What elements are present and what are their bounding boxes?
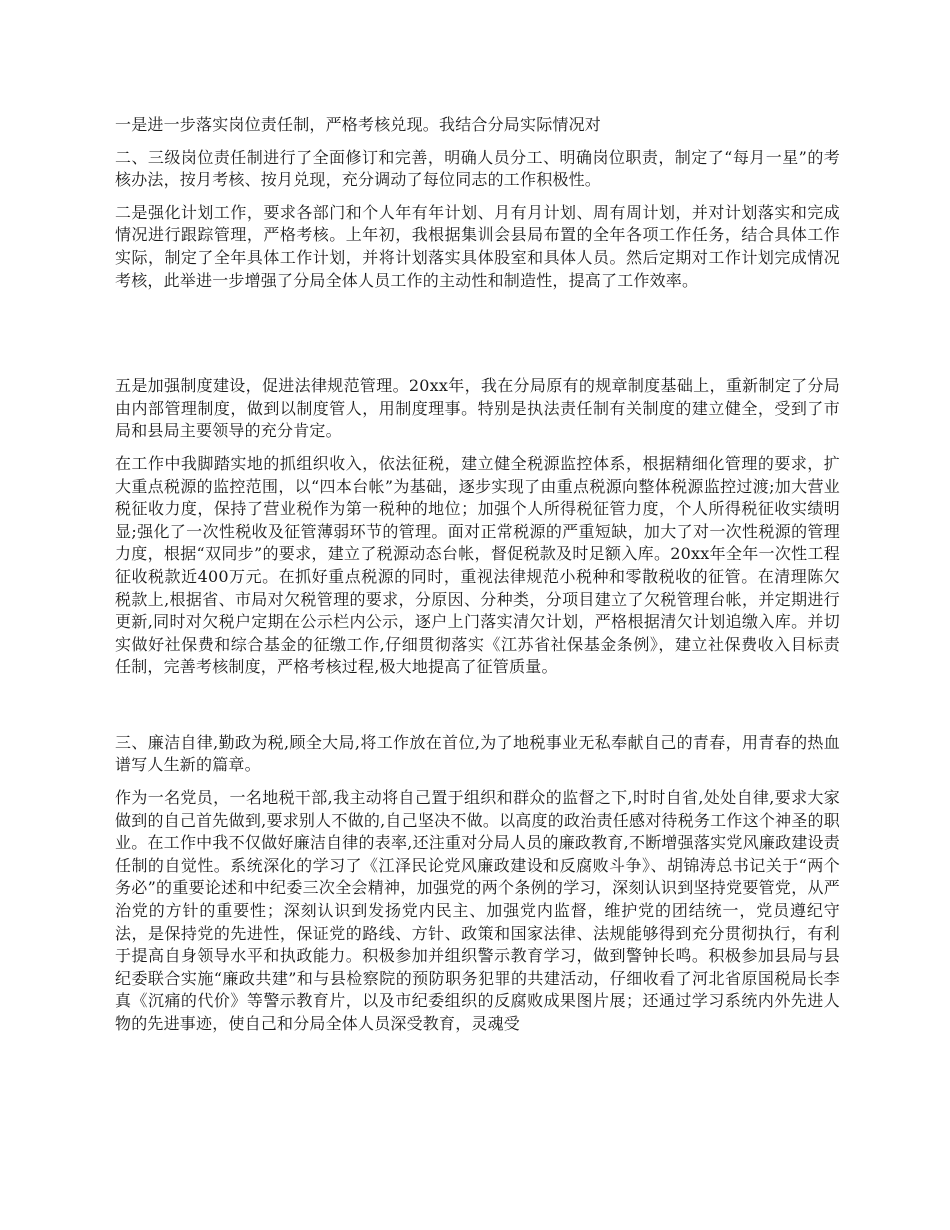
document-body	[115, 114, 840, 1046]
paragraph-4: 五是加强制度建设，促进法律规范管理。20xx年，我在分局原有的规章制度基础上，重新制定了分局由内部管理制度，做到以制度管人，用制度理事。特别是执法责任制有关制度的建立健全，受到了市局和县局主要领导的充分肯定。	[115, 376, 840, 441]
blank-gap	[115, 689, 840, 732]
paragraph-7: 作为一名党员，一名地税干部,我主动将自己置于组织和群众的监督之下,时时自省,处处自律,要求大家做到的自己首先做到,要求别人不做的,自己坚决不做。以高度的政治责任感对待税务工作这个神圣的职业。在工作中我不仅做好廉洁自律的表率,还注重对分局人员的廉政教育,不断增强落实党风廉政建设责任制的自觉性。系统深化的学习了《江泽民论党风廉政建设和反腐败斗争》、胡锦涛总书记关于“两个务必”的重要论述和中纪委三次全会精神，加强党的两个条例的学习，深刻认识到坚持党要管党，从严治党的方针的重要性；深刻认识到发扬党内民主、加强党内监督，维护党的团结统一，党员遵纪守法，是保持党的先进性，保证党的路线、方针、政策和国家法律、法规能够得到充分贯彻执行，有利于提高自身领导水平和执政能力。积极参加并组织警示教育学习，做到警钟长鸣。积极参加县局与县纪委联合实施“廉政共建”和与县检察院的预防职务犯罪的共建活动，仔细收看了河北省原国税局长李真《沉痛的代价》等警示教育片，以及市纪委组织的反腐败成果图片展；还通过学习系统内外先进人物的先进事迹，使自己和分局全体人员深受教育，灵魂受	[115, 788, 840, 1033]
blank-gap	[115, 302, 840, 375]
paragraph-6: 三、廉洁自律,勤政为税,顾全大局,将工作放在首位,为了地税事业无私奉献自己的青春，用青春的热血谱写人生新的篇章。	[115, 732, 840, 775]
paragraph-3: 二是强化计划工作，要求各部门和个人年有年计划、月有月计划、周有周计划，并对计划落实和完成情况进行跟踪管理，严格考核。上年初，我根据集训会县局布置的全年各项工作任务，结合具体工作实际，制定了全年具体工作计划，并将计划落实具体股室和具体人员。然后定期对工作计划完成情况考核，此举进一步增强了分局全体人员工作的主动性和制造性，提高了工作效率。	[115, 202, 840, 290]
paragraph-2: 二、三级岗位责任制进行了全面修订和完善，明确人员分工、明确岗位职责，制定了“每月一星”的考核办法，按月考核、按月兑现，充分调动了每位同志的工作积极性。	[115, 147, 840, 190]
paragraph-1: 一是进一步落实岗位责任制，严格考核兑现。我结合分局实际情况对	[115, 115, 602, 134]
paragraph-5: 在工作中我脚踏实地的抓组织收入，依法征税，建立健全税源监控体系，根据精细化管理的要求，扩大重点税源的监控范围，以“四本台帐”为基础，逐步实现了由重点税源向整体税源监控过渡;加大营业税征收力度，保持了营业税作为第一税种的地位；加强个人所得税征管力度，个人所得税征收实绩明显;强化了一次性税收及征管薄弱环节的管理。面对正常税源的严重短缺，加大了对一次性税源的管理力度，根据“双同步”的要求，建立了税源动态台帐，督促税款及时足额入库。20xx年全年一次性工程征收税款近400万元。在抓好重点税源的同时，重视法律规范小税种和零散税收的征管。在清理陈欠税款上,根据省、市局对欠税管理的要求，分原因、分种类，分项目建立了欠税管理台帐，并定期进行更新,同时对欠税户定期在公示栏内公示，逐户上门落实清欠计划，严格根据清欠计划追缴入库。并切实做好社保费和综合基金的征缴工作,仔细贯彻落实《江苏省社保基金条例》，建立社保费收入目标责任制，完善考核制度，严格考核过程,极大地提高了征管质量。	[115, 453, 840, 677]
